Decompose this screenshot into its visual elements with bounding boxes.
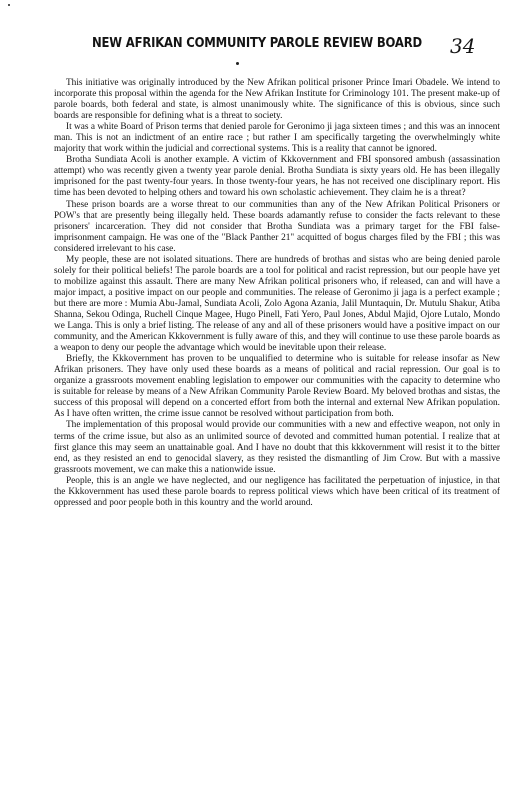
paragraph: Brotha Sundiata Acoli is another example. A victim of Kkkovernment and FBI sponsored ambush (assassination attempt) who was recently given a twenty year parole denial. Brotha Sundiata is sixty years old. He has been illegally imprisoned for the past twenty-four years. In those twenty-four years, he has not received one disciplinary report. His time has been devoted to helping others and toward his own scholastic achievement. They claim he is a threat?	[54, 155, 500, 199]
paragraph: The implementation of this proposal would provide our communities with a new and effective weapon, not only in terms of the crime issue, but also as an unlimited source of devoted and committed human potential. I realize that at first glance this may seem an unattainable goal. And I have no doubt that this kkkovernment will resist it to the bitter end, as they resisted an end to genocidal slavery, as they resisted the dismantling of Jim Crow. But with a massive grassroots movement, we can make this a nationwide issue.	[54, 420, 500, 475]
paragraph: Briefly, the Kkkovernment has proven to be unqualified to determine who is suitable for release insofar as New Afrikan prisoners. They have only used these boards as a means of political and racial repression. Our goal is to organize a grassroots movement enabling legislation to empower our communities with the capacity to determine who is suitable for release by means of a New Afrikan Community Parole Review Board. My beloved brothas and sistas, the success of this proposal will depend on a concerted effort from both the internal and external New Afrikan population. As I have often written, the crime issue cannot be resolved without participation from both.	[54, 354, 500, 420]
paragraph: My people, these are not isolated situations. There are hundreds of brothas and sistas who are being denied parole solely for their political beliefs! The parole boards are a tool for political and racist repression, but our people have yet to mobilize against this assault. There are many New Afrikan political prisoners who, if released, can and will have a major impact, a positive impact on our people and communities. The release of Geronimo ji jaga is a perfect example ; but there are more : Mumia Abu-Jamal, Sundiata Acoli, Zolo Agona Azania, Jalil Muntaquin, Dr. Mutulu Shakur, Atiba Shanna, Sekou Odinga, Ruchell Cinque Magee, Hugo Pinell, Fati Yero, Paul Jones, Abdul Majid, Ojore Lutalo, Mondo we Langa. This is only a brief listing. The release of any and all of these prisoners would have a positive impact on our community, and the American Kkkovernment is fully aware of this, and they will continue to use these parole boards as a weapon to deny our people the advantage which would be inevitable upon their release.	[54, 254, 500, 354]
page-number: 34	[450, 34, 476, 58]
paragraph: This initiative was originally introduced by the New Afrikan political prisoner Prince Imari Obadele. We intend to incorporate this proposal within the agenda for the New Afrikan Institute for Criminology 101. The present make-up of parole boards, both federal and state, is almost unanimously white. The significance of this is obvious, since such boards are responsible for defining what is a threat to society.	[54, 78, 500, 122]
document-title: NEW AFRIKAN COMMUNITY PAROLE REVIEW BOARD	[92, 36, 422, 51]
document-body	[54, 78, 500, 509]
paragraph: These prison boards are a worse threat to our communities than any of the New Afrikan Political Prisoners or POW's that are presently being illegally held. These boards adamantly refuse to consider the facts relevant to these prisoners' incarceration. They did not consider that Brotha Sundiata was a primary target for the FBI false-imprisonment campaign. He was one of the "Black Panther 21" acquitted of bogus charges filed by the FBI ; this was considered irrelevant to his case.	[54, 199, 500, 254]
paragraph: People, this is an angle we have neglected, and our negligence has facilitated the perpetuation of injustice, in that the Kkkovernment has used these parole boards to repress political views which have been critical of its treatment of oppressed and poor people both in this kountry and the world around.	[54, 475, 500, 508]
paragraph: It was a white Board of Prison terms that denied parole for Geronimo ji jaga sixteen times ; and this was an innocent man. This is not an indictment of an entire race ; but rather I am specifically targeting the overwhelmingly white majority that work within the judicial and correctional systems. This is a reality that cannot be ignored.	[54, 122, 500, 155]
scan-speck	[236, 62, 239, 65]
scan-speck	[8, 4, 10, 6]
